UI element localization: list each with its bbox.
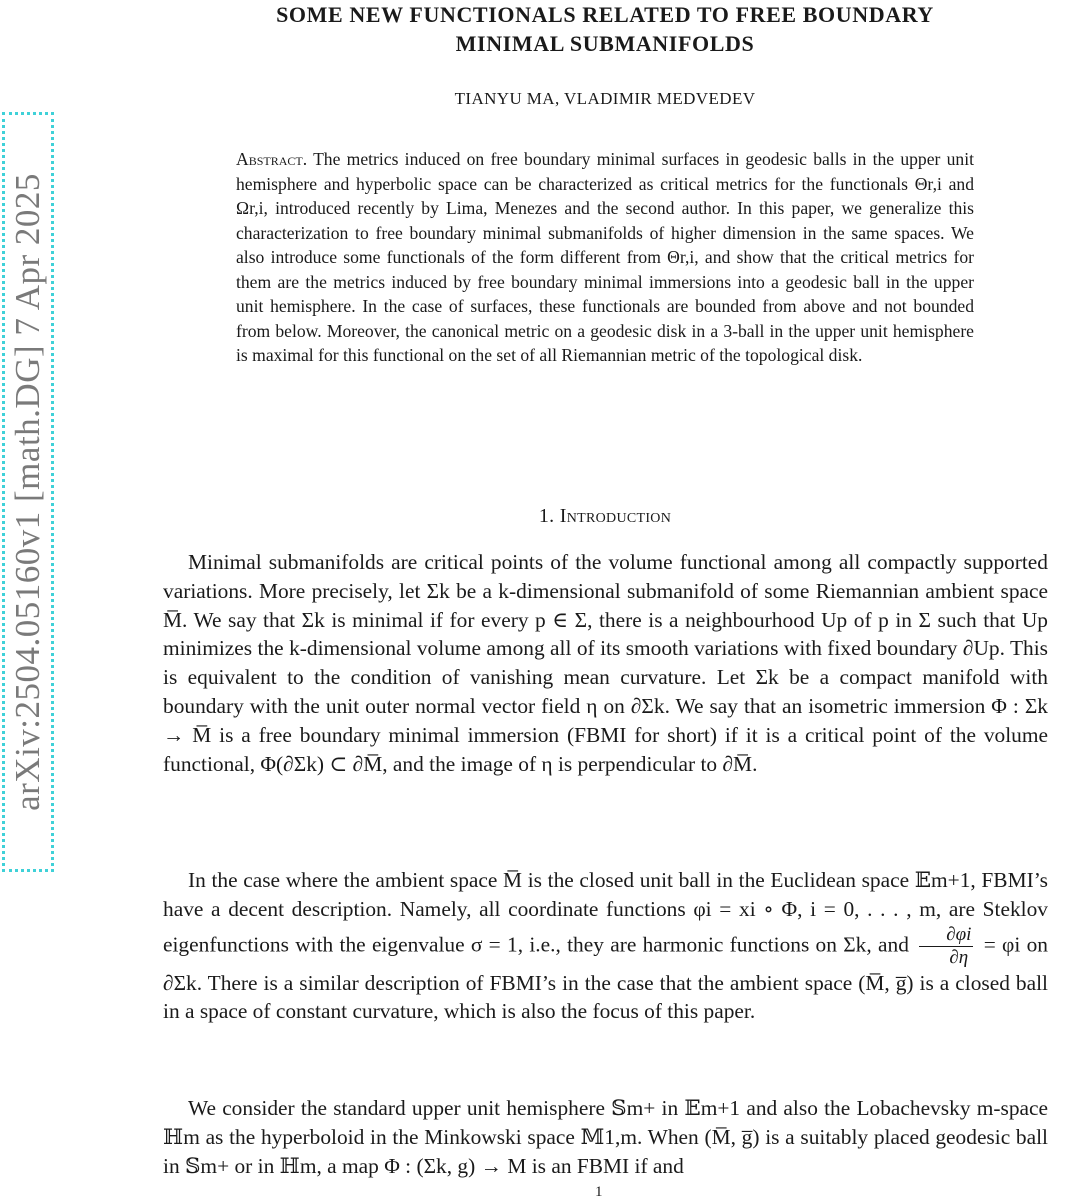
partial-derivative-fraction — [919, 924, 973, 969]
section-number: 1. — [538, 505, 555, 527]
title-line-2: MINIMAL SUBMANIFOLDS — [455, 31, 755, 56]
authors: TIANYU MA, VLADIMIR MEDVEDEV — [454, 89, 756, 108]
title-line-1: SOME NEW FUNCTIONALS RELATED TO FREE BOUNDARY — [276, 2, 934, 27]
intro-paragraph-2-part-a: In the case where the ambient space M̅ is the closed unit ball in the Euclidean space 𝔼m+1, FBMI’s have a decent description. Namely, all coordinate functions φi = xi ∘ Φ, i = 0, . . . , m, are Steklov eigenfunctions with the eigenvalue σ = 1, i.e., they are harmonic functions on Σk, and — [163, 868, 1048, 956]
fraction-denominator: ∂η — [949, 946, 969, 968]
section-title: Introduction — [559, 505, 672, 527]
arxiv-identifier: arXiv:2504.05160v1 [math.DG] 7 Apr 2025 — [8, 173, 48, 811]
abstract — [236, 147, 974, 368]
fraction-numerator: ∂φi — [919, 924, 973, 947]
abstract-label: Abstract. — [236, 149, 308, 169]
arxiv-stamp — [2, 112, 54, 872]
intro-paragraph-2 — [163, 866, 1048, 1026]
intro-paragraph-1: Minimal submanifolds are critical points of the volume functional among all compactly supported variations. More precisely, let Σk be a k-dimensional submanifold of some Riemannian ambient space M̅. We say that Σk is minimal if for every p ∈ Σ, there is a neighbourhood Up of p in Σ such that Up minimizes the k-dimensional volume among all of its smooth variations with fixed boundary ∂Up. This is equivalent to the condition of vanishing mean curvature. Let Σk be a compact manifold with boundary with the unit outer normal vector field η on ∂Σk. We say that an isometric immersion Φ : Σk → M̅ is a free boundary minimal immersion (FBMI for short) if it is a critical point of the volume functional, Φ(∂Σk) ⊂ ∂M̅, and the image of η is perpendicular to ∂M̅. — [163, 550, 1048, 776]
abstract-text: The metrics induced on free boundary minimal surfaces in geodesic balls in the upper unit hemisphere and hyperbolic space can be characterized as critical metrics for the functionals Θr,i and Ωr,i, introduced recently by Lima, Menezes and the second author. In this paper, we generalize this characterization to free boundary minimal submanifolds of higher dimension in the same spaces. We also introduce some functionals of the form different from Θr,i, and show that the critical metrics for them are the metrics induced by free boundary minimal immersions into a geodesic ball in the upper unit hemisphere. In the case of surfaces, these functionals are bounded from above and not bounded from below. Moreover, the canonical metric on a geodesic disk in a 3-ball in the upper unit hemisphere is maximal for this functional on the set of all Riemannian metric of the topological disk. — [236, 149, 974, 365]
section-heading — [160, 505, 1050, 528]
intro-paragraph-2-part-b: = φi on ∂Σk. There is a similar description of FBMI’s in the case that the ambient space (M̅, g̅) is a closed ball in a space of constant curvature, which is also the focus of this paper. — [163, 932, 1048, 1024]
paper-title — [160, 0, 1050, 58]
page-number: 1 — [595, 1184, 603, 1200]
intro-paragraph-3: We consider the standard upper unit hemisphere 𝕊m+ in 𝔼m+1 and also the Lobachevsky m-space ℍm as the hyperboloid in the Minkowski space 𝕄1,m. When (M̅, g̅) is a suitably placed geodesic ball in 𝕊m+ or in ℍm, a map Φ : (Σk, g) → M is an FBMI if and — [163, 1096, 1048, 1178]
